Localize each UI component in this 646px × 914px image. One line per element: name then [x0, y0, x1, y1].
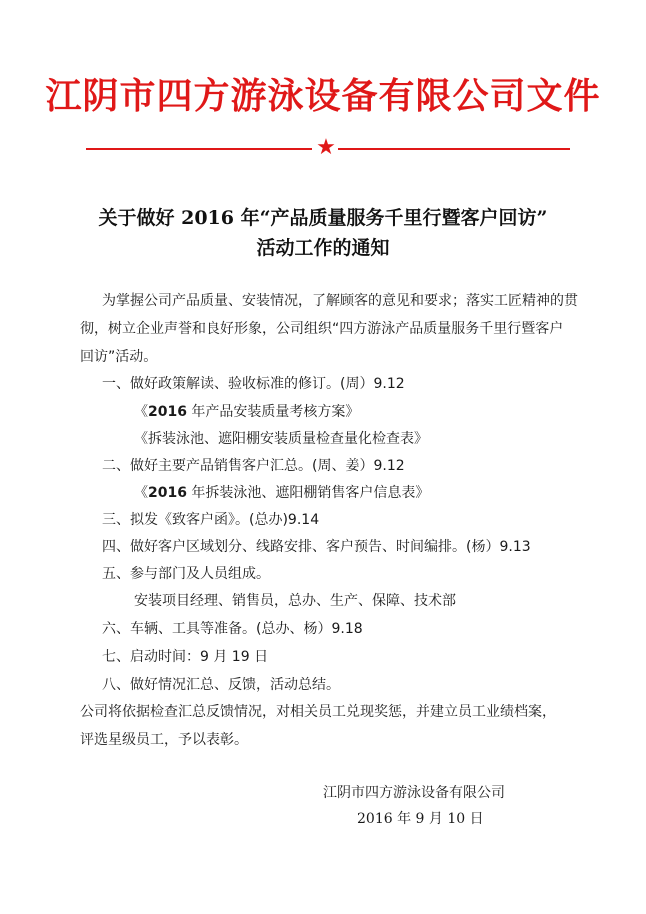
list-item-4: 四、做好客户区域划分、线路安排、客户预告、时间编排。(杨）9.13: [102, 539, 531, 555]
list-item-8: 八、做好情况汇总、反馈，活动总结。: [102, 677, 340, 693]
document-title-line-2: 活动工作的通知: [256, 237, 390, 259]
list-item-7: 七、启动时间：9 月 19 日: [102, 649, 269, 665]
signature-date: 2016 年 9 月 10 日: [357, 811, 484, 827]
document-title-line-1: 关于做好 2016 年“产品质量服务千里行暨客户回访”: [98, 207, 548, 229]
intro-paragraph-line-2: 彻，树立企业声誉和良好形象，公司组织“四方游泳产品质量服务千里行暨客户: [80, 321, 564, 337]
closing-paragraph-line-1: 公司将依据检查汇总反馈情况，对相关员工兑现奖惩，并建立员工业绩档案，: [80, 704, 556, 720]
list-item-1: 一、做好政策解读、验收标准的修订。(周）9.12: [102, 376, 405, 392]
sub-rest: 年拆装泳池、遮阳棚销售客户信息表》: [186, 485, 430, 501]
list-item-6: 六、车辆、工具等准备。(总办、杨）9.18: [102, 621, 363, 637]
divider-line-left: [86, 148, 312, 150]
sub-prefix: 《: [134, 485, 148, 501]
sub-year: 2016: [148, 485, 187, 501]
list-item-2-sub-1: [134, 484, 429, 502]
intro-paragraph-line-1: 为掌握公司产品质量、安装情况，了解顾客的意见和要求；落实工匠精神的贯: [102, 293, 578, 309]
sub-prefix: 《: [134, 404, 148, 420]
sub-rest: 年产品安装质量考核方案》: [186, 404, 360, 420]
list-item-2: 二、做好主要产品销售客户汇总。(周、姜）9.12: [102, 458, 405, 474]
closing-paragraph-line-2: 评选星级员工，予以表彰。: [80, 732, 248, 748]
list-item-5: 五、参与部门及人员组成。: [102, 566, 270, 582]
list-item-1-sub-2: 《拆装泳池、遮阳棚安装质量检查量化检查表》: [134, 431, 428, 447]
divider-line-right: [338, 148, 570, 150]
organization-header-title: 江阴市四方游泳设备有限公司文件: [45, 76, 601, 117]
list-item-3: 三、拟发《致客户函》。(总办)9.14: [102, 512, 320, 528]
signature-company: 江阴市四方游泳设备有限公司: [323, 785, 505, 801]
list-item-5-sub: 安装项目经理、销售员，总办、生产、保障、技术部: [134, 593, 456, 609]
red-divider: [0, 135, 646, 160]
list-item-1-sub-1: [134, 403, 359, 421]
intro-paragraph-line-3: 回访”活动。: [80, 349, 158, 365]
star-icon: ★: [316, 135, 336, 160]
sub-year: 2016: [148, 404, 187, 420]
